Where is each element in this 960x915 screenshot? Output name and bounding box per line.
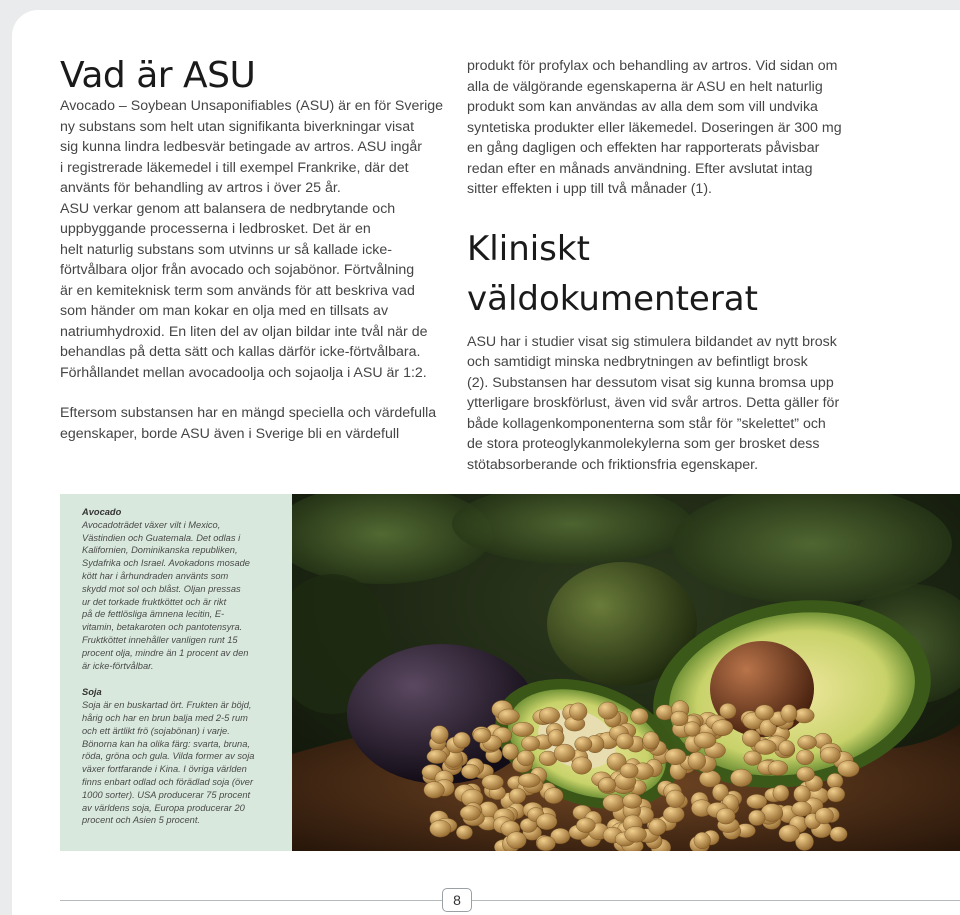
soybean: [716, 808, 735, 824]
soybean: [794, 786, 811, 803]
soybean: [820, 747, 840, 763]
text-line: ASU har i studier visat sig stimulera bildandet av nytt brosk: [467, 333, 837, 350]
text-line: (2). Substansen har dessutom visat sig kunna bromsa upp: [467, 374, 834, 391]
soybean: [797, 767, 815, 781]
soybean: [461, 764, 479, 778]
text-line: uppbyggande processerna i ledbrosket. Det är en: [60, 221, 371, 237]
document-page: [12, 10, 960, 915]
fact-box: [60, 494, 292, 851]
soybean: [456, 825, 472, 839]
soybean: [453, 732, 470, 748]
text-line: redan efter en månads användning. Efter avslutat intag: [467, 160, 813, 177]
fact-line: kött har i århundraden använts som: [82, 570, 229, 581]
left-column: [60, 56, 450, 444]
soybean: [798, 735, 817, 749]
footer-rule-left: [60, 900, 442, 901]
text-line: Eftersom substansen har en mängd speciella och värdefulla: [60, 405, 437, 421]
fact-line: växer fortfarande i Kina. I övriga världen: [82, 764, 247, 775]
soybean: [603, 794, 625, 811]
soybean: [518, 773, 540, 787]
soybean: [537, 836, 556, 851]
soybean: [539, 708, 560, 724]
soybean: [773, 785, 789, 801]
text-line: Förhållandet mellan avocadoolja och sojaolja i ASU är 1:2.: [60, 364, 427, 381]
intro-text: [60, 96, 450, 444]
footer-rule-right: [472, 900, 960, 901]
soybean: [576, 818, 595, 833]
soybean: [748, 810, 765, 826]
fact-line: Fruktköttet innehåller vanligen runt 15: [82, 634, 238, 645]
fact-line: Bönorna kan ha olika färg: svarta, bruna,: [82, 738, 250, 749]
text-line: använts för behandling av artros i över 25 år.: [60, 180, 341, 196]
text-line: Avocado – Soybean Unsaponifiables (ASU) är en för Sverige: [60, 98, 444, 114]
soybean: [755, 705, 774, 720]
text-line: natriumhydroxid. En liten del av oljan bildar inte tvål när de: [60, 323, 428, 340]
right-column: [467, 56, 907, 475]
soja-heading: Soja: [82, 687, 102, 698]
soybean: [598, 702, 617, 719]
fact-line: Soja är en buskartad ört. Frukten är böjd,: [82, 700, 252, 711]
fact-line: skydd mot sol och blåst. Oljan pressas: [82, 583, 241, 594]
soybean: [830, 827, 847, 842]
conclusion-lines: [60, 403, 450, 444]
text-line: ASU verkar genom att balansera de nedbrytande och: [60, 200, 396, 217]
text-line: alla de välgörande egenskaperna är ASU en helt naturlig: [467, 78, 823, 95]
right-paragraph-2: [467, 332, 907, 476]
soybean: [631, 708, 649, 724]
soybean: [502, 743, 518, 759]
fact-line: Kalifornien, Dominikanska republiken,: [82, 545, 238, 556]
fact-line: hårig och har en brun balja med 2-5 rum: [82, 712, 248, 723]
soybean: [792, 801, 812, 816]
text-line: ny substans som helt utan signifikanta biverkningar visat: [60, 118, 415, 135]
page-number: 8: [442, 888, 472, 912]
soybean: [482, 775, 504, 790]
text-line: stötabsorberande och friktionsfria egenskaper.: [467, 456, 759, 473]
soybean: [572, 757, 592, 774]
text-line: både kollagenkomponenterna som står för ”skelettet” och: [467, 415, 826, 432]
heading-line-1: Kliniskt: [467, 228, 590, 269]
soybean: [666, 790, 685, 808]
soybean: [665, 749, 686, 765]
soybean: [507, 832, 527, 849]
soybean: [778, 740, 794, 755]
soybean: [431, 726, 449, 744]
text-line: helt naturlig substans som utvinns ur så kallade icke-: [60, 241, 392, 258]
soybean: [575, 737, 592, 752]
fact-line: Sydafrika och Israel. Avokadons mosade: [82, 558, 250, 569]
section-heading: [467, 224, 907, 324]
text-line: behandlas på detta sätt och kallas därför icke-förtvålbara.: [60, 344, 421, 360]
fact-line: finns enbart odlad och förädlad soja (över: [82, 776, 254, 787]
fact-line: ur det torkade fruktköttet och är rikt: [82, 596, 227, 607]
fact-line: procent och Asien 5 procent.: [82, 815, 201, 826]
text-line: sig kunna lindra ledbesvär betingade av artros. ASU ingår: [60, 139, 422, 155]
soybean: [620, 763, 638, 778]
soybean: [815, 808, 833, 824]
heading-line-2: väldokumenterat: [467, 278, 758, 319]
intro-lines: [60, 96, 450, 383]
soybean: [625, 826, 647, 842]
fact-line: Västindien och Guatemala. Det odlas i: [82, 532, 241, 543]
soybean: [616, 733, 633, 749]
soybean: [781, 705, 797, 723]
soybean: [473, 729, 491, 743]
soybean: [430, 820, 451, 837]
text-line: och samtidigt minska nedbrytningen av befintligt brosk: [467, 354, 808, 370]
fact-line: och ett ärtlikt frö (sojabönan) i varje.: [82, 725, 230, 736]
soybean: [688, 752, 706, 770]
soybean: [827, 787, 845, 802]
soybean: [755, 740, 776, 755]
text-line: en gång dagligen och effekten har rapporterats påvisbar: [467, 140, 820, 156]
soybean: [663, 806, 684, 823]
right-paragraph-1: [467, 56, 907, 200]
soybean: [747, 794, 767, 808]
soybean: [768, 761, 788, 776]
soybean: [671, 711, 689, 726]
soybean: [623, 794, 642, 809]
text-line: syntetiska produkter eller läkemedel. Doseringen är 300 mg: [467, 119, 842, 136]
text-line: sitter effekten i upp till två månader (1).: [467, 181, 712, 197]
soybean: [536, 814, 557, 830]
text-line: egenskaper, borde ASU även i Sverige bli en värdefull: [60, 425, 400, 442]
soybean: [712, 720, 733, 736]
soybean: [521, 736, 539, 751]
avocado-soy-photo: [292, 494, 960, 851]
fact-line: 1000 sorter). USA producerar 75 procent: [82, 789, 251, 800]
text-line: förtvålbara oljor från avocado och sojabönor. Förtvålning: [60, 262, 415, 278]
soybean: [424, 782, 445, 799]
text-line: produkt som kan användas av alla dem som vill undvika: [467, 99, 818, 115]
fact-line: vitamin, betakaroten och pantotensyra.: [82, 622, 243, 633]
text-line: ytterligare broskförlust, även vid svår artros. Detta gäller för: [467, 395, 840, 411]
avocado-facts: [82, 506, 282, 672]
soybean: [512, 722, 534, 736]
soybean: [460, 806, 480, 821]
soybean: [509, 788, 526, 803]
text-line: de stora proteoglykanmolekylerna som ger brosket dess: [467, 436, 820, 452]
text-line: som händer om man kokar en olja med en tillsats av: [60, 303, 389, 319]
text-line: produkt för profylax och behandling av artros. Vid sidan om: [467, 58, 838, 74]
soybean: [838, 761, 860, 777]
soybean: [694, 732, 716, 748]
fact-line: procent olja, mindre än 1 procent av den: [82, 647, 249, 658]
soybean: [730, 769, 752, 787]
soybean: [517, 750, 534, 765]
soybean: [427, 750, 447, 764]
avocado-heading: Avocado: [82, 507, 122, 517]
soybean: [694, 832, 711, 849]
soybean: [544, 788, 563, 804]
soybean: [498, 709, 519, 724]
fact-line: på de fettlösliga ämnena lecitin, E-: [82, 609, 225, 620]
soja-facts: [82, 686, 282, 827]
soybean: [554, 744, 575, 762]
photo-illustration: [292, 494, 960, 851]
fact-line: Avocadoträdet växer vilt i Mexico,: [82, 519, 221, 530]
soybean: [779, 825, 800, 842]
soybean: [643, 732, 660, 749]
soybean: [598, 778, 615, 793]
page-title: Vad är ASU: [60, 55, 256, 96]
text-line: i registrerade läkemedel i till exempel Frankrike, där det: [60, 159, 409, 176]
fact-line: röda, gröna och gula. Vilda former av soja: [82, 751, 255, 762]
soybean: [794, 708, 814, 723]
fact-line: är icke-förtvålbar.: [82, 660, 154, 671]
soybean: [796, 750, 813, 765]
soybean: [548, 729, 564, 746]
soybean: [569, 703, 587, 720]
soybean: [649, 819, 667, 835]
fact-line: av världens soja, Europa producerar 20: [82, 802, 245, 813]
text-line: är en kemiteknisk term som används för att beskriva vad: [60, 282, 415, 299]
